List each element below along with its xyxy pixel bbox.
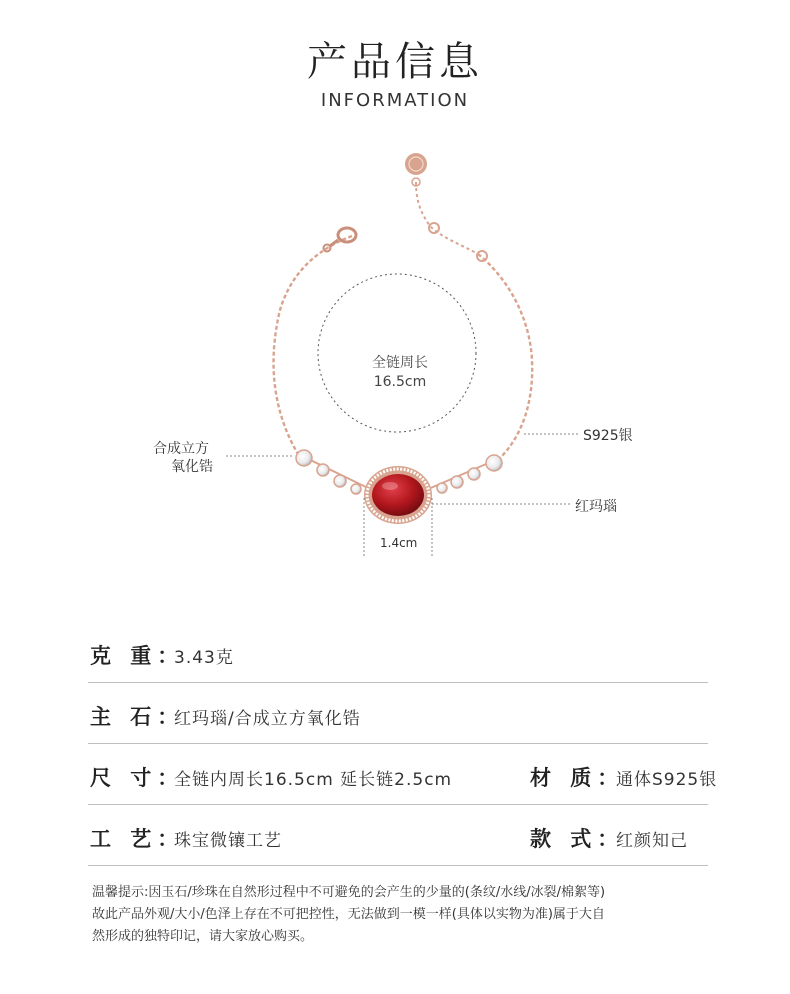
page-subtitle: INFORMATION — [320, 90, 470, 111]
product-diagram — [0, 140, 790, 580]
circumference-value: 16.5cm — [373, 374, 427, 390]
agate-callout: 红玛瑙 — [575, 499, 617, 515]
spec-row-stone — [88, 683, 708, 744]
spec-row-craft-style — [88, 805, 708, 866]
page-title: 产品信息 — [307, 39, 483, 85]
size-value: 全链内周长16.5cm 延长链2.5cm — [174, 770, 453, 790]
silver-callout: S925银 — [583, 428, 633, 444]
craft-label: 工 艺： — [90, 827, 185, 851]
red-agate-stone — [364, 466, 432, 524]
notice-line-2: 故此产品外观/大小/色泽上存在不可把控性，无法做到一模一样(具体以实物为准)属于大自 — [92, 907, 605, 922]
weight-value: 3.43克 — [174, 648, 234, 668]
style-label: 款 式： — [530, 827, 625, 851]
weight-label: 克 重： — [90, 644, 185, 668]
circumference-label: 全链周长 — [372, 355, 428, 371]
zirconia-callout-line1: 合成立方 — [153, 441, 209, 457]
brand-tag-charm — [405, 153, 427, 186]
notice-line-3: 然形成的独特印记，请大家放心购买。 — [92, 929, 314, 944]
craft-value: 珠宝微镶工艺 — [174, 831, 282, 851]
spec-table — [88, 622, 718, 866]
stone-width-label: 1.4cm — [380, 536, 418, 550]
stone-value: 红玛瑙/合成立方氧化锆 — [174, 709, 361, 729]
crystal-stations-right — [426, 455, 502, 493]
material-value: 通体S925银 — [616, 770, 718, 790]
extension-chain — [416, 182, 478, 254]
left-chain — [274, 236, 352, 454]
spec-row-weight — [88, 622, 708, 683]
notice-text — [92, 882, 712, 948]
stone-label: 主 石： — [90, 705, 185, 729]
zirconia-callout-line2: 氧化锆 — [171, 459, 213, 475]
right-chain — [478, 254, 532, 458]
style-value: 红颜知己 — [616, 831, 688, 851]
crystal-stations-left — [296, 450, 372, 494]
size-label: 尺 寸： — [90, 766, 185, 790]
spec-row-size-material — [88, 744, 718, 805]
notice-line-1: 温馨提示:因玉石/珍珠在自然形过程中不可避免的会产生的少量的(条纹/水线/冰裂/棉絮等) — [92, 885, 606, 900]
material-label: 材 质： — [530, 766, 625, 790]
